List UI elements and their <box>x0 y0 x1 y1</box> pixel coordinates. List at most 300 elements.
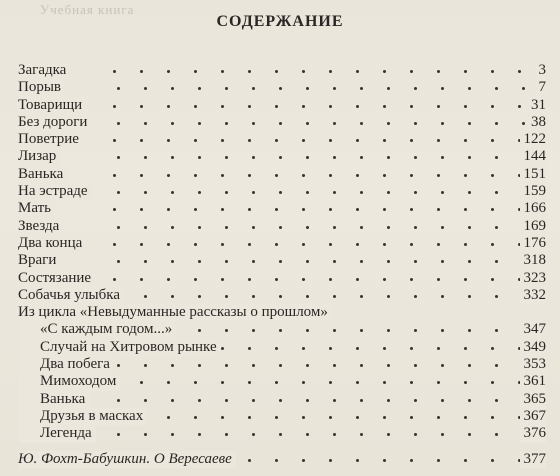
leader-dot <box>225 364 228 367</box>
leader-dot <box>491 70 494 73</box>
leader-dot <box>441 433 444 436</box>
leader-dot <box>495 122 498 125</box>
leader-dot <box>198 399 201 402</box>
leader-dot <box>140 105 143 108</box>
dot-leader <box>18 79 546 96</box>
leader-dot <box>225 433 228 436</box>
leader-dot <box>383 416 386 419</box>
leader-dot <box>410 174 413 177</box>
leader-dot <box>356 459 359 462</box>
leader-dot <box>171 295 174 298</box>
leader-dot <box>410 139 413 142</box>
table-of-contents <box>18 62 546 468</box>
leader-dot <box>248 459 251 462</box>
toc-entry-page-number: 365 <box>520 391 547 408</box>
leader-dot <box>302 139 305 142</box>
leader-dot <box>387 260 390 263</box>
leader-dot <box>306 364 309 367</box>
leader-dot <box>144 433 147 436</box>
leader-dot <box>221 139 224 142</box>
leader-dot <box>306 191 309 194</box>
leader-dot <box>279 433 282 436</box>
leader-dot <box>360 260 363 263</box>
leader-dot <box>383 381 386 384</box>
leader-dot <box>252 156 255 159</box>
leader-dot <box>275 208 278 211</box>
toc-entry-page-number: 377 <box>520 451 547 468</box>
leader-dot <box>198 122 201 125</box>
leader-dot <box>248 174 251 177</box>
toc-entry <box>18 391 546 408</box>
leader-dot <box>360 87 363 90</box>
leader-dot <box>495 399 498 402</box>
leader-dot <box>248 70 251 73</box>
leader-dot <box>171 87 174 90</box>
leader-dot <box>468 87 471 90</box>
toc-entry-page-number: 3 <box>535 62 547 79</box>
leader-dot <box>491 347 494 350</box>
leader-dot <box>437 243 440 246</box>
leader-dot <box>414 329 417 332</box>
leader-dot <box>225 329 228 332</box>
leader-dot <box>437 347 440 350</box>
leader-dot <box>522 87 525 90</box>
leader-dot <box>387 156 390 159</box>
leader-dot <box>356 139 359 142</box>
toc-entry-page-number: 367 <box>520 408 547 425</box>
leader-dot <box>248 243 251 246</box>
dot-leader <box>18 114 546 131</box>
leader-dot <box>437 139 440 142</box>
leader-dot <box>387 364 390 367</box>
leader-dot <box>302 381 305 384</box>
leader-dot <box>522 122 525 125</box>
leader-dot <box>387 122 390 125</box>
leader-dot <box>279 399 282 402</box>
toc-entry-page-number: 361 <box>520 373 547 390</box>
leader-dot <box>441 329 444 332</box>
leader-dot <box>495 226 498 229</box>
leader-dot <box>140 278 143 281</box>
toc-entry-title: Звезда <box>18 218 63 235</box>
leader-dot <box>198 156 201 159</box>
leader-dot <box>117 399 120 402</box>
leader-dot <box>356 347 359 350</box>
leader-dot <box>194 105 197 108</box>
toc-entry-page-number: 38 <box>527 114 546 131</box>
leader-dot <box>140 243 143 246</box>
leader-dot <box>491 105 494 108</box>
leader-dot <box>491 459 494 462</box>
leader-dot <box>468 156 471 159</box>
toc-entry-page-number: 332 <box>520 287 547 304</box>
dot-leader <box>18 270 546 287</box>
leader-dot <box>171 226 174 229</box>
leader-dot <box>117 156 120 159</box>
leader-dot <box>383 278 386 281</box>
leader-dot <box>410 416 413 419</box>
dot-leader <box>18 252 546 269</box>
leader-dot <box>221 243 224 246</box>
leader-dot <box>306 122 309 125</box>
toc-entry-title: Лизар <box>18 148 60 165</box>
leader-dot <box>333 87 336 90</box>
leader-dot <box>441 399 444 402</box>
toc-entry <box>18 304 546 321</box>
leader-dot <box>194 381 197 384</box>
leader-dot <box>144 295 147 298</box>
leader-dot <box>441 226 444 229</box>
leader-dot <box>252 295 255 298</box>
leader-dot <box>329 347 332 350</box>
leader-dot <box>140 174 143 177</box>
leader-dot <box>356 70 359 73</box>
leader-dot <box>441 364 444 367</box>
leader-dot <box>360 399 363 402</box>
leader-dot <box>279 191 282 194</box>
leader-dot <box>414 191 417 194</box>
leader-dot <box>464 347 467 350</box>
toc-entry <box>18 321 546 338</box>
toc-entry-title: Состязание <box>18 270 95 287</box>
toc-entry-title: Два конца <box>18 235 86 252</box>
leader-dot <box>167 139 170 142</box>
leader-dot <box>468 364 471 367</box>
leader-dot <box>441 156 444 159</box>
leader-dot <box>333 156 336 159</box>
leader-dot <box>329 459 332 462</box>
leader-dot <box>387 329 390 332</box>
leader-dot <box>414 122 417 125</box>
leader-dot <box>464 278 467 281</box>
leader-dot <box>248 416 251 419</box>
leader-dot <box>437 459 440 462</box>
leader-dot <box>495 260 498 263</box>
toc-entry-page-number: 122 <box>520 131 547 148</box>
leader-dot <box>495 156 498 159</box>
leader-dot <box>387 87 390 90</box>
toc-entry-page-number: 159 <box>520 183 547 200</box>
leader-dot <box>113 208 116 211</box>
leader-dot <box>468 191 471 194</box>
leader-dot <box>491 381 494 384</box>
leader-dot <box>414 433 417 436</box>
leader-dot <box>491 278 494 281</box>
leader-dot <box>140 208 143 211</box>
leader-dot <box>167 105 170 108</box>
leader-dot <box>333 433 336 436</box>
dot-leader <box>18 166 546 183</box>
leader-dot <box>387 433 390 436</box>
leader-dot <box>437 208 440 211</box>
leader-dot <box>275 139 278 142</box>
leader-dot <box>113 243 116 246</box>
toc-entry-page-number: 166 <box>520 200 547 217</box>
leader-dot <box>279 87 282 90</box>
toc-entry <box>18 270 546 287</box>
leader-dot <box>441 295 444 298</box>
leader-dot <box>356 416 359 419</box>
leader-dot <box>167 174 170 177</box>
dot-leader <box>18 131 546 148</box>
leader-dot <box>221 278 224 281</box>
leader-dot <box>360 156 363 159</box>
toc-entry <box>18 183 546 200</box>
toc-entry <box>18 218 546 235</box>
toc-entry-title: Из цикла «Невыдуманные рассказы о прошлом» <box>18 304 332 321</box>
leader-dot <box>198 226 201 229</box>
leader-dot <box>198 433 201 436</box>
leader-dot <box>194 278 197 281</box>
toc-entry <box>18 408 546 425</box>
toc-entry-page-number: 347 <box>520 321 547 338</box>
leader-dot <box>383 208 386 211</box>
toc-entry-page-number: 151 <box>520 166 547 183</box>
leader-dot <box>410 105 413 108</box>
leader-dot <box>275 243 278 246</box>
leader-dot <box>414 226 417 229</box>
leader-dot <box>117 433 120 436</box>
leader-dot <box>140 381 143 384</box>
leader-dot <box>302 105 305 108</box>
leader-dot <box>117 226 120 229</box>
toc-entry <box>18 97 546 114</box>
leader-dot <box>414 399 417 402</box>
leader-dot <box>252 226 255 229</box>
leader-dot <box>225 156 228 159</box>
leader-dot <box>221 381 224 384</box>
leader-dot <box>333 122 336 125</box>
leader-dot <box>414 156 417 159</box>
leader-dot <box>518 70 521 73</box>
leader-dot <box>414 364 417 367</box>
leader-dot <box>302 278 305 281</box>
leader-dot <box>495 191 498 194</box>
leader-dot <box>329 70 332 73</box>
leader-dot <box>464 243 467 246</box>
leader-dot <box>113 70 116 73</box>
leader-dot <box>275 174 278 177</box>
leader-dot <box>333 364 336 367</box>
leader-dot <box>360 433 363 436</box>
leader-dot <box>306 156 309 159</box>
leader-dot <box>495 87 498 90</box>
toc-entry <box>18 425 546 442</box>
leader-dot <box>306 399 309 402</box>
leader-dot <box>167 381 170 384</box>
leader-dot <box>275 381 278 384</box>
leader-dot <box>410 347 413 350</box>
toc-entry-title: Два побега <box>18 356 114 373</box>
leader-dot <box>387 399 390 402</box>
toc-entry-page-number: 376 <box>520 425 547 442</box>
leader-dot <box>275 459 278 462</box>
leader-dot <box>252 433 255 436</box>
toc-entry-title: Собачья улыбка <box>18 287 124 304</box>
leader-dot <box>171 399 174 402</box>
leader-dot <box>464 459 467 462</box>
toc-entry-page-number: 144 <box>520 148 547 165</box>
leader-dot <box>383 139 386 142</box>
dot-leader <box>18 218 546 235</box>
leader-dot <box>171 433 174 436</box>
toc-entry-title: Загадка <box>18 62 70 79</box>
dot-leader <box>18 148 546 165</box>
leader-dot <box>333 260 336 263</box>
leader-dot <box>194 139 197 142</box>
toc-entry-title: Друзья в масках <box>18 408 147 425</box>
leader-dot <box>198 191 201 194</box>
dot-leader <box>18 183 546 200</box>
leader-dot <box>252 191 255 194</box>
toc-entry <box>18 339 546 356</box>
leader-dot <box>414 87 417 90</box>
leader-dot <box>383 347 386 350</box>
dot-leader <box>18 235 546 252</box>
leader-dot <box>252 329 255 332</box>
leader-dot <box>302 416 305 419</box>
leader-dot <box>221 208 224 211</box>
leader-dot <box>329 278 332 281</box>
leader-dot <box>356 278 359 281</box>
leader-dot <box>248 208 251 211</box>
toc-entry <box>18 166 546 183</box>
leader-dot <box>252 364 255 367</box>
dot-leader <box>18 391 546 408</box>
dot-leader <box>18 62 546 79</box>
leader-dot <box>356 243 359 246</box>
leader-dot <box>518 105 521 108</box>
leader-dot <box>410 278 413 281</box>
leader-dot <box>117 87 120 90</box>
leader-dot <box>144 260 147 263</box>
dot-leader <box>18 200 546 217</box>
leader-dot <box>495 329 498 332</box>
toc-entry <box>18 356 546 373</box>
leader-dot <box>221 416 224 419</box>
leader-dot <box>171 260 174 263</box>
toc-entry-title: Мимоходом <box>18 373 120 390</box>
leader-dot <box>225 260 228 263</box>
page-title: СОДЕРЖАНИЕ <box>216 13 344 30</box>
leader-dot <box>468 433 471 436</box>
dot-leader <box>18 97 546 114</box>
leader-dot <box>387 295 390 298</box>
leader-dot <box>437 70 440 73</box>
leader-dot <box>198 260 201 263</box>
toc-entry-title: Враги <box>18 252 60 269</box>
leader-dot <box>302 208 305 211</box>
leader-dot <box>248 278 251 281</box>
leader-dot <box>225 399 228 402</box>
leader-dot <box>167 208 170 211</box>
leader-dot <box>464 174 467 177</box>
toc-entry-title: Легенда <box>18 425 96 442</box>
leader-dot <box>468 295 471 298</box>
leader-dot <box>410 243 413 246</box>
leader-dot <box>302 174 305 177</box>
leader-dot <box>167 70 170 73</box>
leader-dot <box>329 208 332 211</box>
toc-entry <box>18 451 546 468</box>
leader-dot <box>279 295 282 298</box>
leader-dot <box>306 260 309 263</box>
toc-entry-page-number: 169 <box>520 218 547 235</box>
toc-entry-page-number: 349 <box>520 339 547 356</box>
leader-dot <box>414 295 417 298</box>
leader-dot <box>113 139 116 142</box>
toc-entry <box>18 62 546 79</box>
leader-dot <box>279 364 282 367</box>
leader-dot <box>464 70 467 73</box>
leader-dot <box>302 459 305 462</box>
leader-dot <box>221 174 224 177</box>
leader-dot <box>360 226 363 229</box>
leader-dot <box>329 381 332 384</box>
leader-dot <box>495 364 498 367</box>
bleed-through-text: Учебная книга <box>40 2 135 17</box>
leader-dot <box>194 70 197 73</box>
leader-dot <box>171 191 174 194</box>
leader-dot <box>333 399 336 402</box>
leader-dot <box>356 208 359 211</box>
leader-dot <box>144 122 147 125</box>
leader-dot <box>441 122 444 125</box>
toc-entry-page-number: 31 <box>527 97 546 114</box>
leader-dot <box>117 364 120 367</box>
leader-dot <box>221 70 224 73</box>
leader-dot <box>306 329 309 332</box>
leader-dot <box>302 243 305 246</box>
leader-dot <box>117 260 120 263</box>
leader-dot <box>144 364 147 367</box>
leader-dot <box>356 381 359 384</box>
leader-dot <box>225 87 228 90</box>
leader-dot <box>275 70 278 73</box>
toc-entry-title: Ю. Фохт-Бабушкин. О Вересаеве <box>18 451 236 468</box>
leader-dot <box>167 278 170 281</box>
leader-dot <box>144 191 147 194</box>
leader-dot <box>360 364 363 367</box>
leader-dot <box>410 208 413 211</box>
leader-dot <box>491 243 494 246</box>
leader-dot <box>387 191 390 194</box>
leader-dot <box>383 105 386 108</box>
leader-dot <box>464 381 467 384</box>
leader-dot <box>491 416 494 419</box>
leader-dot <box>464 105 467 108</box>
leader-dot <box>468 226 471 229</box>
toc-entry-page-number: 353 <box>520 356 547 373</box>
toc-entry-title: Поветрие <box>18 131 83 148</box>
leader-dot <box>198 295 201 298</box>
leader-dot <box>194 208 197 211</box>
leader-dot <box>279 329 282 332</box>
leader-dot <box>248 105 251 108</box>
toc-entry <box>18 131 546 148</box>
leader-dot <box>441 87 444 90</box>
leader-dot <box>333 191 336 194</box>
toc-entry <box>18 148 546 165</box>
leader-dot <box>221 105 224 108</box>
leader-dot <box>275 347 278 350</box>
leader-dot <box>275 416 278 419</box>
leader-dot <box>437 278 440 281</box>
leader-dot <box>360 191 363 194</box>
leader-dot <box>113 278 116 281</box>
toc-entry-page-number: 7 <box>535 79 547 96</box>
leader-dot <box>464 416 467 419</box>
